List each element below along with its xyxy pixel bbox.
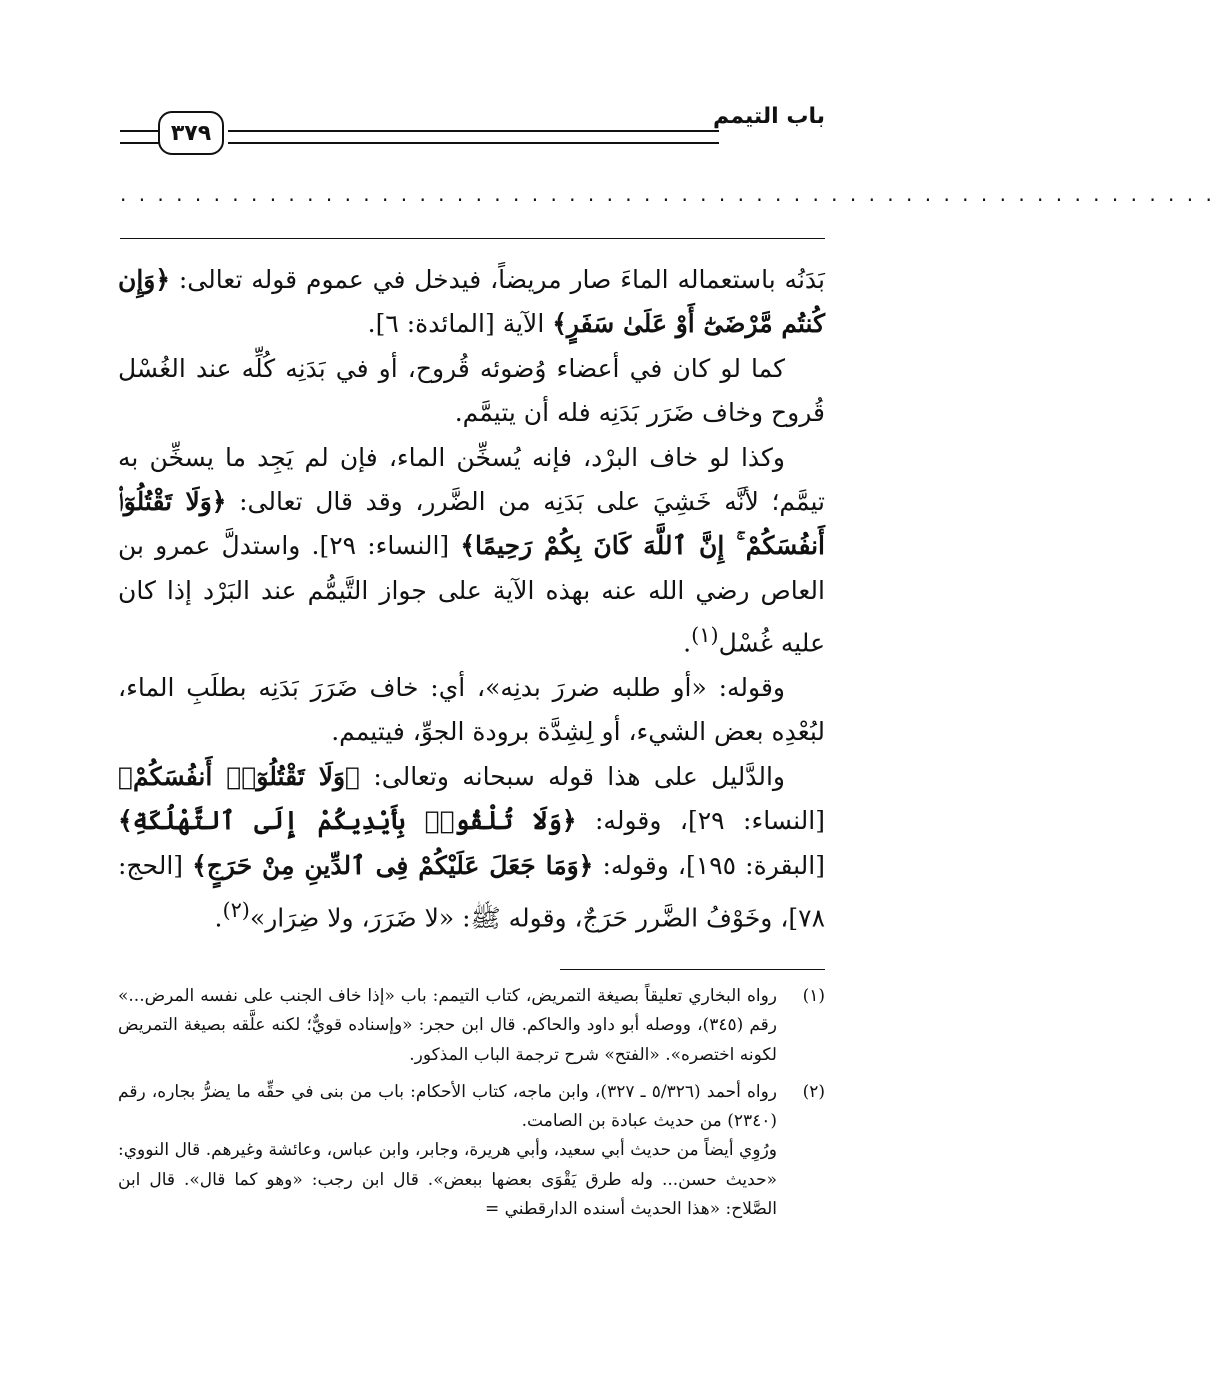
paragraph-2: كما لو كان في أعضاء وُضوئه قُروح، أو في بَدَنِه كُلِّه عند الغُسْل قُروح وخاف ضَرَر بَدَنِه فله أن يتيمَّم. [118, 353, 825, 428]
text-run: . [683, 628, 692, 658]
footnote-rule [560, 969, 825, 970]
text-run: [الحج: ٧٨]، وخَوْفُ الضَّرر حَرَجٌ، وقوله ﷺ: «لا ضَرَرَ، ولا ضِرَار» [118, 850, 825, 933]
paragraph-1 [118, 258, 825, 347]
footnote-text [118, 982, 777, 1070]
separator-dots: . . . . . . . . . . . . . . . . . . . . . . . . . . . . . . . . . . . . . . . . . . . . . . . . . . . . . . . . . . . [120, 182, 1215, 206]
text-run: . [214, 903, 223, 933]
footnote-line: رواه البخاري تعليقاً بصيغة التمريض، كتاب التيمم: باب «إذا خاف الجنب على نفسه المرض...» رقم (٣٤٥)، ووصله أبو داود والحاكم. قال ابن حجر: «وإسناده قويٌّ؛ لكنه علَّقه بصيغة التمريض لكونه اختصره». «الفتح» شرح ترجمة الباب المذكور. [118, 986, 778, 1065]
footnote-2 [118, 1078, 825, 1224]
quran-verse: ﴿وَإِن كُنتُم مَّرْضَىٰٓ أَوْ عَلَىٰ سَفَرٍ﴾ [118, 265, 825, 339]
quran-verse: ﴿وَلَا تَقْتُلُوٓا۟ أَنفُسَكُمْ ۚ إِنَّ ٱللَّهَ كَانَ بِكُمْ رَحِيمًا﴾ [118, 487, 825, 561]
page-number: ٣٧٩ [158, 111, 224, 155]
quran-verse: ﴿وَلَا تُلْقُوا۟ بِأَيْدِيكُمْ إِلَى ٱلتَّهْلُكَةِ﴾ [118, 806, 577, 836]
chapter-title: باب التيمم [712, 104, 825, 129]
footnote-number: (١) [802, 986, 825, 1006]
footnote-ref-1[interactable]: (١) [691, 623, 719, 648]
quran-verse: ﴿وَمَا جَعَلَ عَلَيْكُمْ فِى ٱلدِّينِ مِنْ حَرَجٍ﴾ [192, 850, 594, 880]
text-run: والدَّليل على هذا قوله سبحانه وتعالى: [360, 761, 785, 791]
text-run: وكذا لو خاف البرْد، فإنه يُسخِّن الماء، فإن لم يَجِد ما يسخِّن به تيمَّم؛ لأنَّه خَشِيَ على بَدَنِه من الضَّرر، وقد قال تعالى: [118, 442, 825, 517]
footnote-line: ورُوِي أيضاً من حديث أبي سعيد، وأبي هريرة، وجابر، وابن عباس، وعائشة وغيرهم. قال النووي: «حديث حسن... وله طرق يَقْوَى بعضها ببعض». قال ابن رجب: «وهو كما قال». قال ابن الصَّلاح: «هذا الحديث أسنده الدارقطني = [118, 1140, 777, 1220]
footnote-number: (٢) [802, 1081, 825, 1102]
footnote-line: رواه أحمد (٥/٣٢٦ ـ ٣٢٧)، وابن ماجه، كتاب الأحكام: باب من بنى في حقِّه ما يضرُّ بجاره، رقم (٢٣٤٠) من حديث عبادة بن الصامت. [118, 1081, 778, 1132]
text-run: بَدَنُه باستعماله الماءَ صار مريضاً، فيدخل في عموم قوله تعالى: [170, 265, 825, 294]
text-run: [النساء: ٢٩]، وقوله: [576, 806, 826, 836]
paragraph-4: وقوله: «أو طلبه ضررَ بدنِه»، أي: خاف ضَرَرَ بَدَنِه بطلَبِ الماء، لبُعْدِه بعض الشيء، أو لِشِدَّة برودة الجوِّ، فيتيمم. [118, 672, 825, 747]
header-rule-left [120, 130, 160, 144]
text-run: [البقرة: ١٩٥]، وقوله: [593, 850, 825, 880]
footnote-ref-2[interactable]: (٢) [222, 898, 250, 923]
paragraph-5 [118, 755, 825, 941]
text-run: الآية [المائدة: ٦]. [367, 309, 553, 339]
footnote-1 [118, 982, 825, 1070]
text-run: [النساء: ٢٩]. واستدلَّ عمرو بن العاص رضي الله عنه بهذه الآية على جواز التَّيمُّم عند البَرْد إذا كان عليه غُسْل [118, 531, 825, 658]
main-text [118, 258, 825, 941]
quran-verse: ﴿وَلَا تَقْتُلُوٓا۟ أَنفُسَكُمْ﴾ [118, 761, 361, 791]
header-rule [228, 130, 719, 144]
body-top-rule [120, 238, 825, 239]
footnote-text [118, 1078, 777, 1224]
paragraph-3 [118, 436, 825, 666]
footnotes [118, 982, 825, 1224]
